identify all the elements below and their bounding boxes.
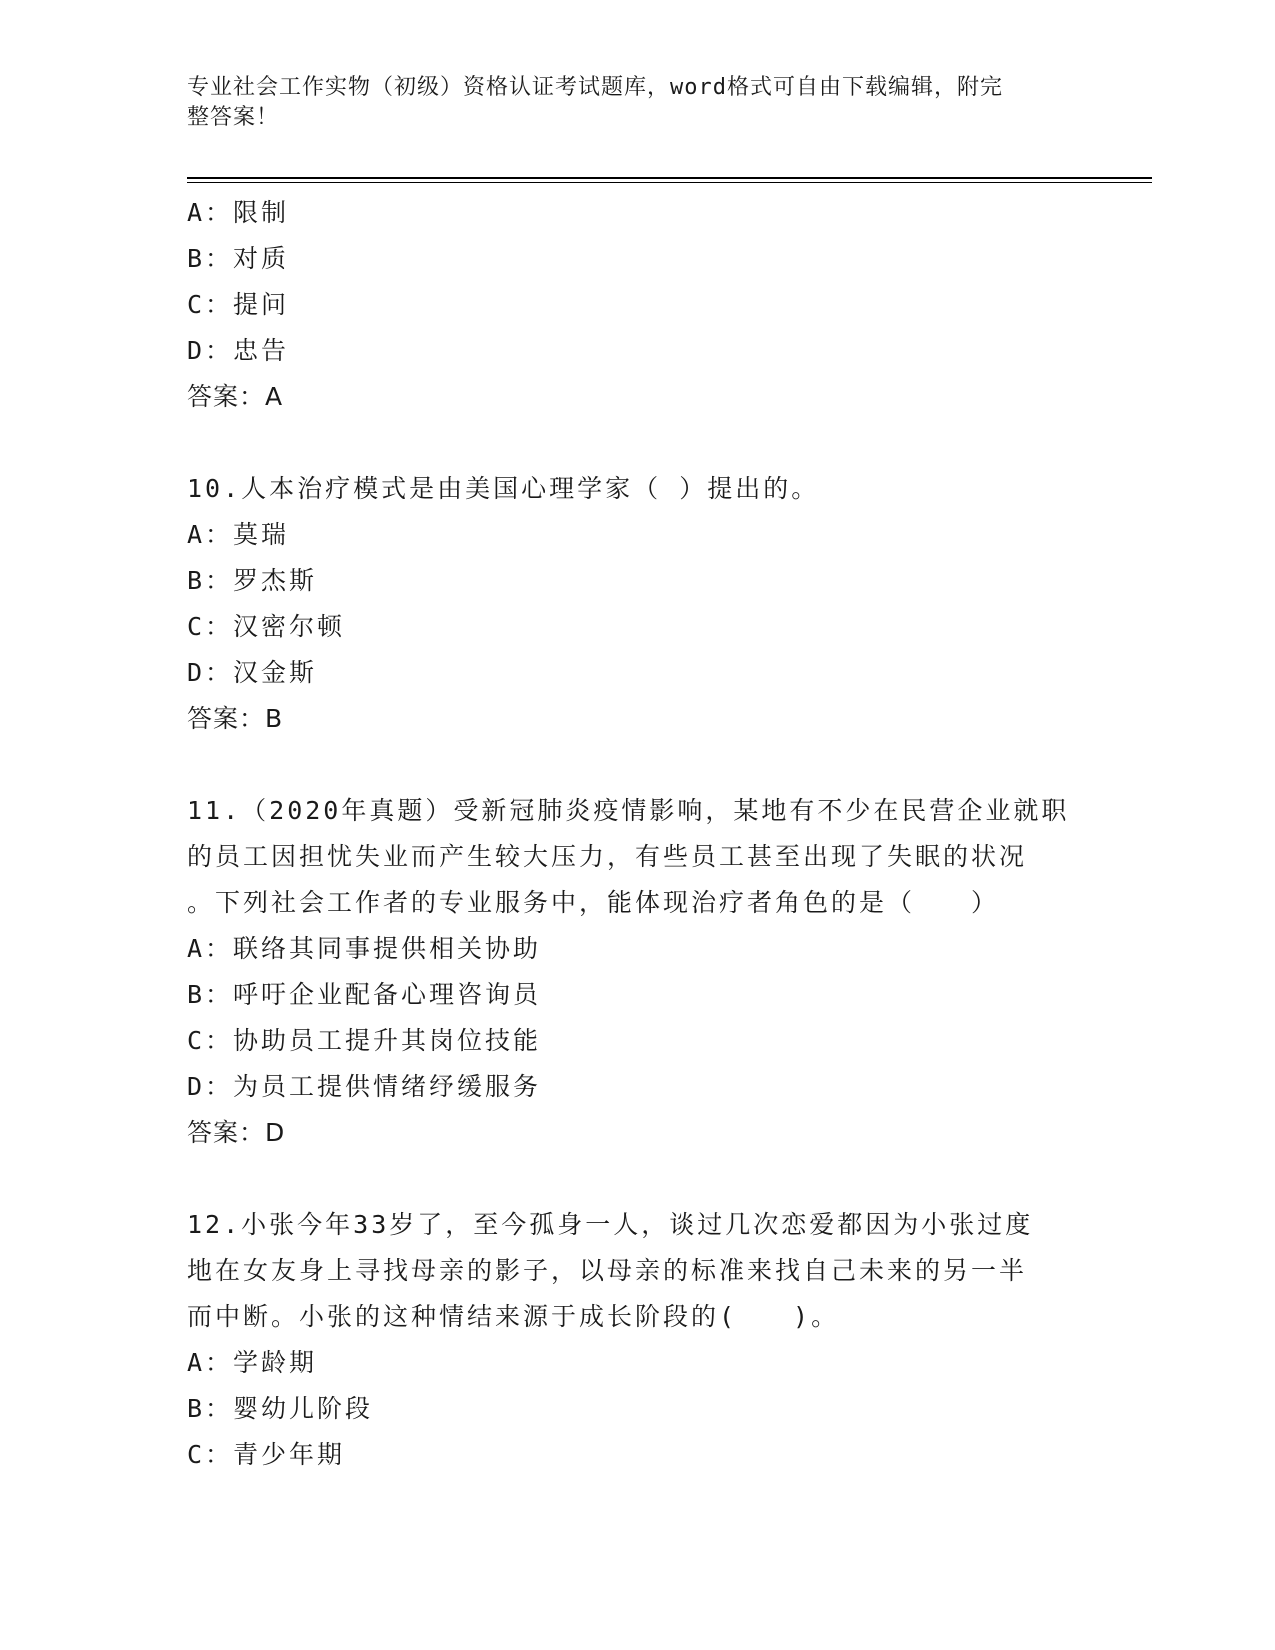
option-c: C：协助员工提升其岗位技能 (187, 1026, 542, 1055)
question-stem-line: 而中断。小张的这种情结来源于成长阶段的( )。 (187, 1302, 840, 1331)
header-rule-thick (187, 177, 1152, 179)
option-b: B：对质 (187, 244, 290, 273)
document-header (187, 73, 1067, 133)
question-9 (187, 190, 1087, 420)
question-11 (187, 788, 1087, 1156)
option-b: B：婴幼儿阶段 (187, 1394, 374, 1423)
option-c: C：汉密尔顿 (187, 612, 346, 641)
header-line-1: 专业社会工作实物（初级）资格认证考试题库，word格式可自由下载编辑，附完 (187, 75, 1003, 100)
option-b: B：罗杰斯 (187, 566, 318, 595)
question-12 (187, 1202, 1087, 1478)
answer-line: 答案：B (187, 704, 284, 733)
header-line-2: 整答案！ (187, 105, 280, 130)
question-stem-line: 12.小张今年33岁了，至今孤身一人，谈过几次恋爱都因为小张过度 (187, 1210, 1034, 1239)
answer-line: 答案：A (187, 382, 284, 411)
answer-line: 答案：D (187, 1118, 286, 1147)
header-rule-thin (187, 182, 1152, 183)
option-a: A：学龄期 (187, 1348, 318, 1377)
question-stem-line: 的员工因担忧失业而产生较大压力，有些员工甚至出现了失眠的状况 (187, 842, 1028, 871)
option-d: D：忠告 (187, 336, 290, 365)
question-stem-line: 11.（2020年真题）受新冠肺炎疫情影响，某地有不少在民营企业就职 (187, 796, 1070, 825)
question-10 (187, 466, 1087, 742)
spacer (187, 1156, 1087, 1202)
option-a: A：联络其同事提供相关协助 (187, 934, 542, 963)
question-list (187, 190, 1087, 1478)
option-d: D：汉金斯 (187, 658, 318, 687)
question-stem: 10.人本治疗模式是由美国心理学家（ ）提出的。 (187, 474, 820, 503)
spacer (187, 420, 1087, 466)
option-b: B：呼吁企业配备心理咨询员 (187, 980, 542, 1009)
option-c: C：提问 (187, 290, 290, 319)
option-a: A：莫瑞 (187, 520, 290, 549)
option-a: A：限制 (187, 198, 290, 227)
option-d: D：为员工提供情绪纾缓服务 (187, 1072, 542, 1101)
question-stem-line: 。下列社会工作者的专业服务中，能体现治疗者角色的是（ ） (187, 888, 1000, 917)
spacer (187, 742, 1087, 788)
option-c: C：青少年期 (187, 1440, 346, 1469)
question-stem-line: 地在女友身上寻找母亲的影子，以母亲的标准来找自己未来的另一半 (187, 1256, 1028, 1285)
